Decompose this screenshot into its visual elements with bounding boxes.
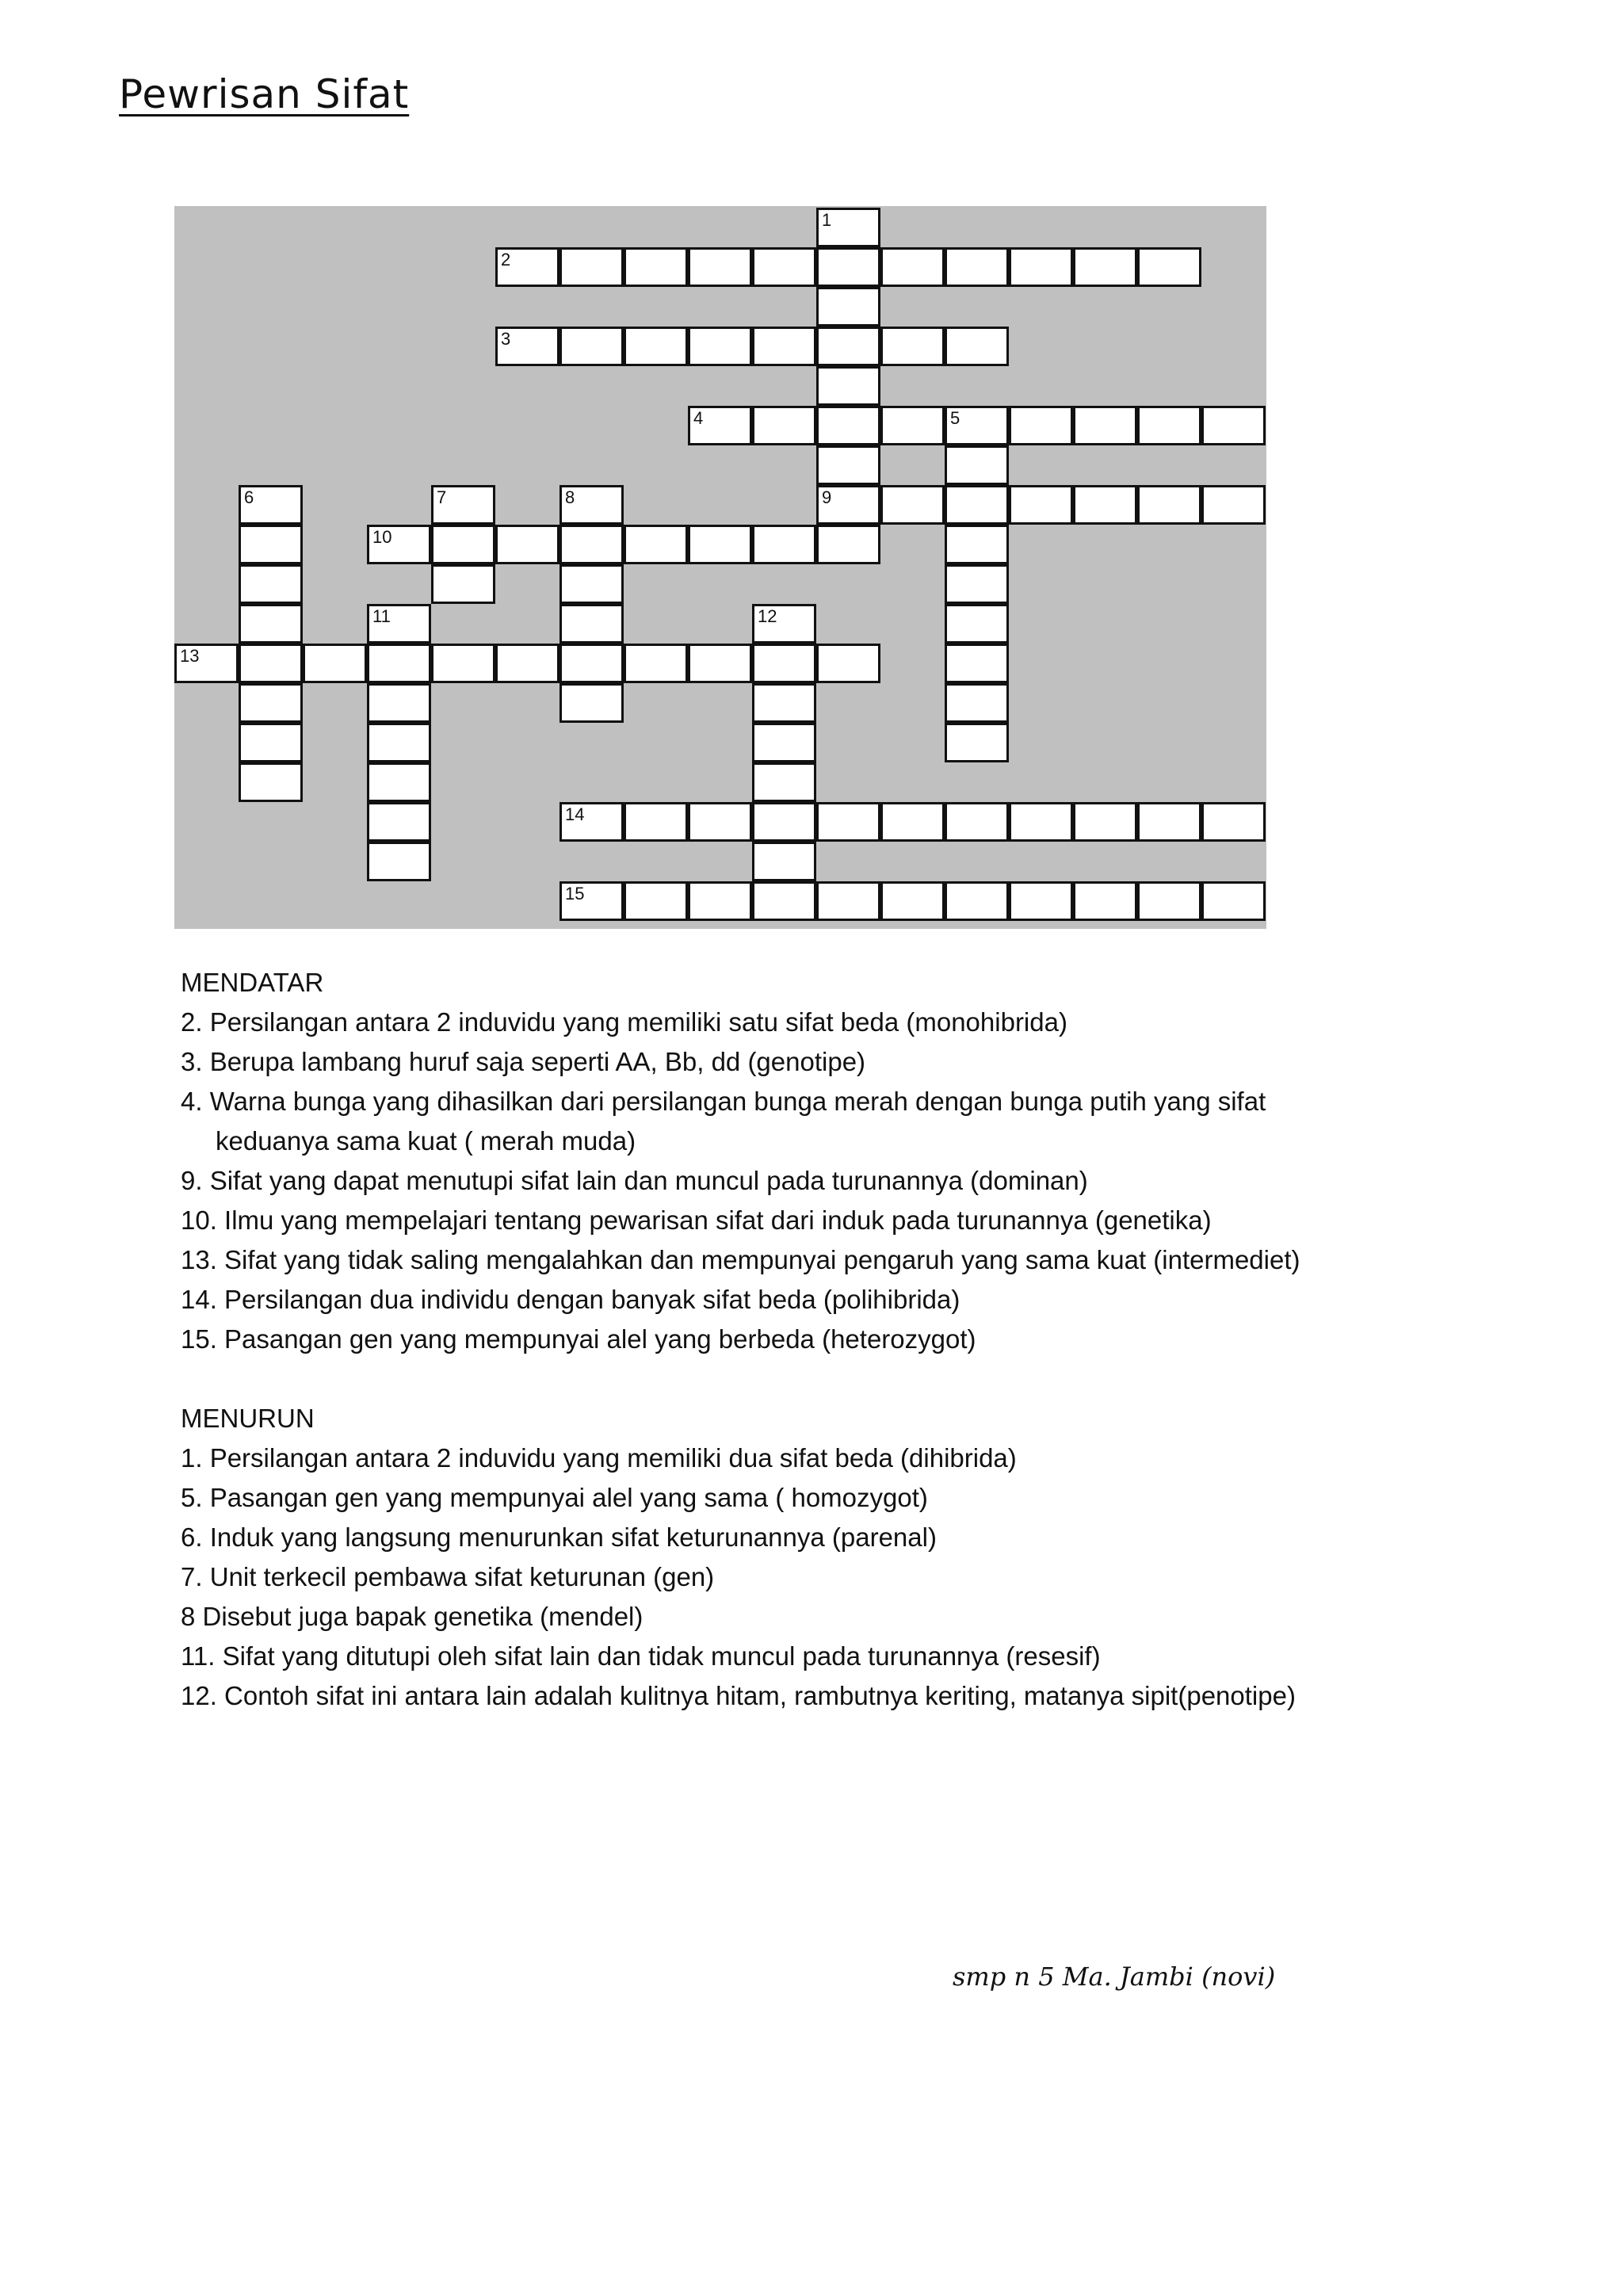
crossword-cell[interactable] <box>559 564 624 604</box>
crossword-cell[interactable] <box>752 842 816 881</box>
across-section <box>181 963 1449 1359</box>
clue-item <box>181 1637 1449 1676</box>
crossword-cell[interactable] <box>945 525 1009 564</box>
clue-item <box>181 1280 1449 1320</box>
crossword-cell[interactable] <box>752 525 816 564</box>
cell-number: 15 <box>565 884 585 904</box>
crossword-cell[interactable] <box>431 525 495 564</box>
crossword-cell[interactable] <box>367 723 431 762</box>
crossword-cell[interactable] <box>239 683 303 723</box>
crossword-cell[interactable] <box>495 327 559 366</box>
crossword-cell[interactable] <box>559 247 624 287</box>
crossword-cell[interactable] <box>752 802 816 842</box>
crossword-cell[interactable] <box>1073 881 1137 921</box>
crossword-cell[interactable] <box>816 802 880 842</box>
cell-number: 14 <box>565 804 585 824</box>
down-section <box>181 1399 1449 1716</box>
crossword-cell[interactable] <box>239 604 303 644</box>
across-heading: MENDATAR <box>181 968 324 997</box>
crossword-cell[interactable] <box>1137 881 1201 921</box>
crossword-cell[interactable] <box>816 406 880 445</box>
cell-number: 11 <box>372 606 391 626</box>
crossword-cell[interactable] <box>688 327 752 366</box>
crossword-grid <box>174 206 1266 929</box>
crossword-cell[interactable] <box>367 644 431 683</box>
cell-number: 7 <box>437 487 447 507</box>
crossword-cell[interactable] <box>174 644 239 683</box>
cell-number: 5 <box>950 408 960 428</box>
cell-number: 4 <box>693 408 704 428</box>
crossword-cell[interactable] <box>752 406 816 445</box>
crossword-cell[interactable] <box>1009 802 1073 842</box>
crossword-cell[interactable] <box>880 406 945 445</box>
crossword-cell[interactable] <box>559 525 624 564</box>
crossword-cell[interactable] <box>945 881 1009 921</box>
crossword-cell[interactable] <box>367 683 431 723</box>
crossword-cell[interactable] <box>559 485 624 525</box>
clue-text: 10. Ilmu yang mempelajari tentang pewarisan sifat dari induk pada turunannya (genetika) <box>181 1205 1212 1235</box>
crossword-cell[interactable] <box>945 485 1009 525</box>
clue-item <box>181 1320 1449 1359</box>
clue-item <box>181 1201 1449 1240</box>
crossword-cell[interactable] <box>495 247 559 287</box>
clue-text: 2. Persilangan antara 2 induvidu yang memiliki satu sifat beda (monohibrida) <box>181 1007 1067 1037</box>
cell-number: 8 <box>565 487 575 507</box>
crossword-cell[interactable] <box>945 723 1009 762</box>
clue-text: 11. Sifat yang ditutupi oleh sifat lain dan tidak muncul pada turunannya (resesif) <box>181 1641 1101 1671</box>
crossword-cell[interactable] <box>752 723 816 762</box>
crossword-cell[interactable] <box>559 644 624 683</box>
clue-text: 1. Persilangan antara 2 induvidu yang memiliki dua sifat beda (dihibrida) <box>181 1443 1017 1473</box>
crossword-cell[interactable] <box>688 406 752 445</box>
crossword-cell[interactable] <box>816 327 880 366</box>
cell-number: 12 <box>758 606 777 626</box>
crossword-cell[interactable] <box>495 525 559 564</box>
crossword-cell[interactable] <box>1009 406 1073 445</box>
crossword-cell[interactable] <box>367 604 431 644</box>
clue-item <box>181 1597 1449 1637</box>
crossword-cell[interactable] <box>880 881 945 921</box>
crossword-cell[interactable] <box>1201 802 1266 842</box>
crossword-cell[interactable] <box>880 485 945 525</box>
crossword-cell[interactable] <box>1137 802 1201 842</box>
crossword-cell[interactable] <box>1073 802 1137 842</box>
clue-text: 13. Sifat yang tidak saling mengalahkan dan mempunyai pengaruh yang sama kuat (intermediet) <box>181 1245 1300 1274</box>
clue-item <box>181 1240 1449 1280</box>
crossword-cell[interactable] <box>1009 247 1073 287</box>
crossword-cell[interactable] <box>239 485 303 525</box>
clue-text: 15. Pasangan gen yang mempunyai alel yang berbeda (heterozygot) <box>181 1324 976 1354</box>
crossword-cell[interactable] <box>239 723 303 762</box>
crossword-cell[interactable] <box>816 525 880 564</box>
crossword-cell[interactable] <box>495 644 559 683</box>
clue-item <box>181 1676 1449 1716</box>
footer-credit: smp n 5 Ma. Jambi (novi) <box>953 1962 1276 1992</box>
crossword-cell[interactable] <box>688 881 752 921</box>
cell-number: 3 <box>501 329 511 349</box>
clue-text: 6. Induk yang langsung menurunkan sifat keturunannya (parenal) <box>181 1522 937 1552</box>
clue-text-continued: keduanya sama kuat ( merah muda) <box>216 1126 636 1156</box>
clue-item <box>181 1478 1449 1518</box>
crossword-cell[interactable] <box>945 644 1009 683</box>
clue-text: 7. Unit terkecil pembawa sifat keturunan (gen) <box>181 1562 715 1591</box>
crossword-cell[interactable] <box>816 485 880 525</box>
crossword-cell[interactable] <box>688 644 752 683</box>
crossword-cell[interactable] <box>945 327 1009 366</box>
clue-text: 8 Disebut juga bapak genetika (mendel) <box>181 1602 643 1631</box>
crossword-cell[interactable] <box>945 564 1009 604</box>
crossword-cell[interactable] <box>1009 485 1073 525</box>
crossword-cell[interactable] <box>624 802 688 842</box>
crossword-cell[interactable] <box>945 683 1009 723</box>
crossword-cell[interactable] <box>816 247 880 287</box>
crossword-cell[interactable] <box>367 842 431 881</box>
crossword-cell[interactable] <box>1201 881 1266 921</box>
cell-number: 6 <box>244 487 254 507</box>
crossword-cell[interactable] <box>945 445 1009 485</box>
crossword-cell[interactable] <box>688 247 752 287</box>
cell-number: 10 <box>372 527 392 547</box>
crossword-cell[interactable] <box>752 247 816 287</box>
crossword-cell[interactable] <box>624 327 688 366</box>
clue-text: 12. Contoh sifat ini antara lain adalah kulitnya hitam, rambutnya keriting, matanya sipit(penotipe) <box>181 1681 1296 1710</box>
crossword-cell[interactable] <box>559 683 624 723</box>
crossword-cell[interactable] <box>624 525 688 564</box>
clue-text: 5. Pasangan gen yang mempunyai alel yang sama ( homozygot) <box>181 1483 928 1512</box>
crossword-cell[interactable] <box>752 327 816 366</box>
crossword-cell[interactable] <box>816 445 880 485</box>
clue-text: 4. Warna bunga yang dihasilkan dari persilangan bunga merah dengan bunga putih yang sifat <box>181 1087 1266 1116</box>
crossword-cell[interactable] <box>624 247 688 287</box>
crossword-cell[interactable] <box>688 802 752 842</box>
crossword-cell[interactable] <box>880 247 945 287</box>
crossword-cell[interactable] <box>945 604 1009 644</box>
crossword-cell[interactable] <box>945 247 1009 287</box>
crossword-cell[interactable] <box>303 644 367 683</box>
crossword-cell[interactable] <box>1201 485 1266 525</box>
clue-item <box>181 1557 1449 1597</box>
crossword-cell[interactable] <box>880 327 945 366</box>
crossword-cell[interactable] <box>239 644 303 683</box>
crossword-cell[interactable] <box>880 802 945 842</box>
crossword-cell[interactable] <box>431 644 495 683</box>
cell-number: 1 <box>822 210 832 230</box>
crossword-cell[interactable] <box>431 485 495 525</box>
down-heading: MENURUN <box>181 1404 315 1433</box>
crossword-cell[interactable] <box>816 366 880 406</box>
crossword-cell[interactable] <box>1073 406 1137 445</box>
clue-item <box>181 1438 1449 1478</box>
clue-item <box>181 1042 1449 1082</box>
clue-text: 14. Persilangan dua individu dengan banyak sifat beda (polihibrida) <box>181 1285 960 1314</box>
cell-number: 2 <box>501 250 511 269</box>
crossword-cell[interactable] <box>624 644 688 683</box>
crossword-cell[interactable] <box>559 802 624 842</box>
clue-item <box>181 1161 1449 1201</box>
clue-text: 9. Sifat yang dapat menutupi sifat lain dan muncul pada turunannya (dominan) <box>181 1166 1088 1195</box>
crossword-cell[interactable] <box>752 762 816 802</box>
crossword-cell[interactable] <box>1137 485 1201 525</box>
down-clue-list <box>181 1438 1449 1716</box>
crossword-cell[interactable] <box>367 762 431 802</box>
clue-item <box>181 1003 1449 1042</box>
clue-text: 3. Berupa lambang huruf saja seperti AA, Bb, dd (genotipe) <box>181 1047 866 1076</box>
across-clue-list <box>181 1003 1449 1359</box>
crossword-cell[interactable] <box>945 802 1009 842</box>
clue-item <box>181 1082 1449 1161</box>
crossword-cell[interactable] <box>1137 247 1201 287</box>
crossword-cell[interactable] <box>239 762 303 802</box>
crossword-cell[interactable] <box>1073 247 1137 287</box>
crossword-cell[interactable] <box>239 564 303 604</box>
cell-number: 9 <box>822 487 832 507</box>
crossword-cell[interactable] <box>1073 485 1137 525</box>
crossword-cell[interactable] <box>559 881 624 921</box>
crossword-cell[interactable] <box>1137 406 1201 445</box>
crossword-cell[interactable] <box>559 327 624 366</box>
crossword-cell[interactable] <box>367 525 431 564</box>
page-title: Pewrisan Sifat <box>119 71 410 117</box>
crossword-cell[interactable] <box>945 406 1009 445</box>
cell-number: 13 <box>180 646 200 666</box>
crossword-cell[interactable] <box>239 525 303 564</box>
crossword-cell[interactable] <box>367 802 431 842</box>
crossword-cell[interactable] <box>431 564 495 604</box>
crossword-cell[interactable] <box>624 881 688 921</box>
crossword-cell[interactable] <box>752 683 816 723</box>
crossword-cell[interactable] <box>688 525 752 564</box>
clue-item <box>181 1518 1449 1557</box>
crossword-cell[interactable] <box>752 881 816 921</box>
crossword-cell[interactable] <box>816 644 880 683</box>
crossword-cell[interactable] <box>1201 406 1266 445</box>
crossword-cell[interactable] <box>559 604 624 644</box>
crossword-cell[interactable] <box>816 287 880 327</box>
crossword-cell[interactable] <box>752 604 816 644</box>
crossword-cell[interactable] <box>816 881 880 921</box>
clue-panel <box>181 963 1449 1716</box>
crossword-cell[interactable] <box>752 644 816 683</box>
crossword-cell[interactable] <box>1009 881 1073 921</box>
crossword-cell[interactable] <box>816 208 880 247</box>
